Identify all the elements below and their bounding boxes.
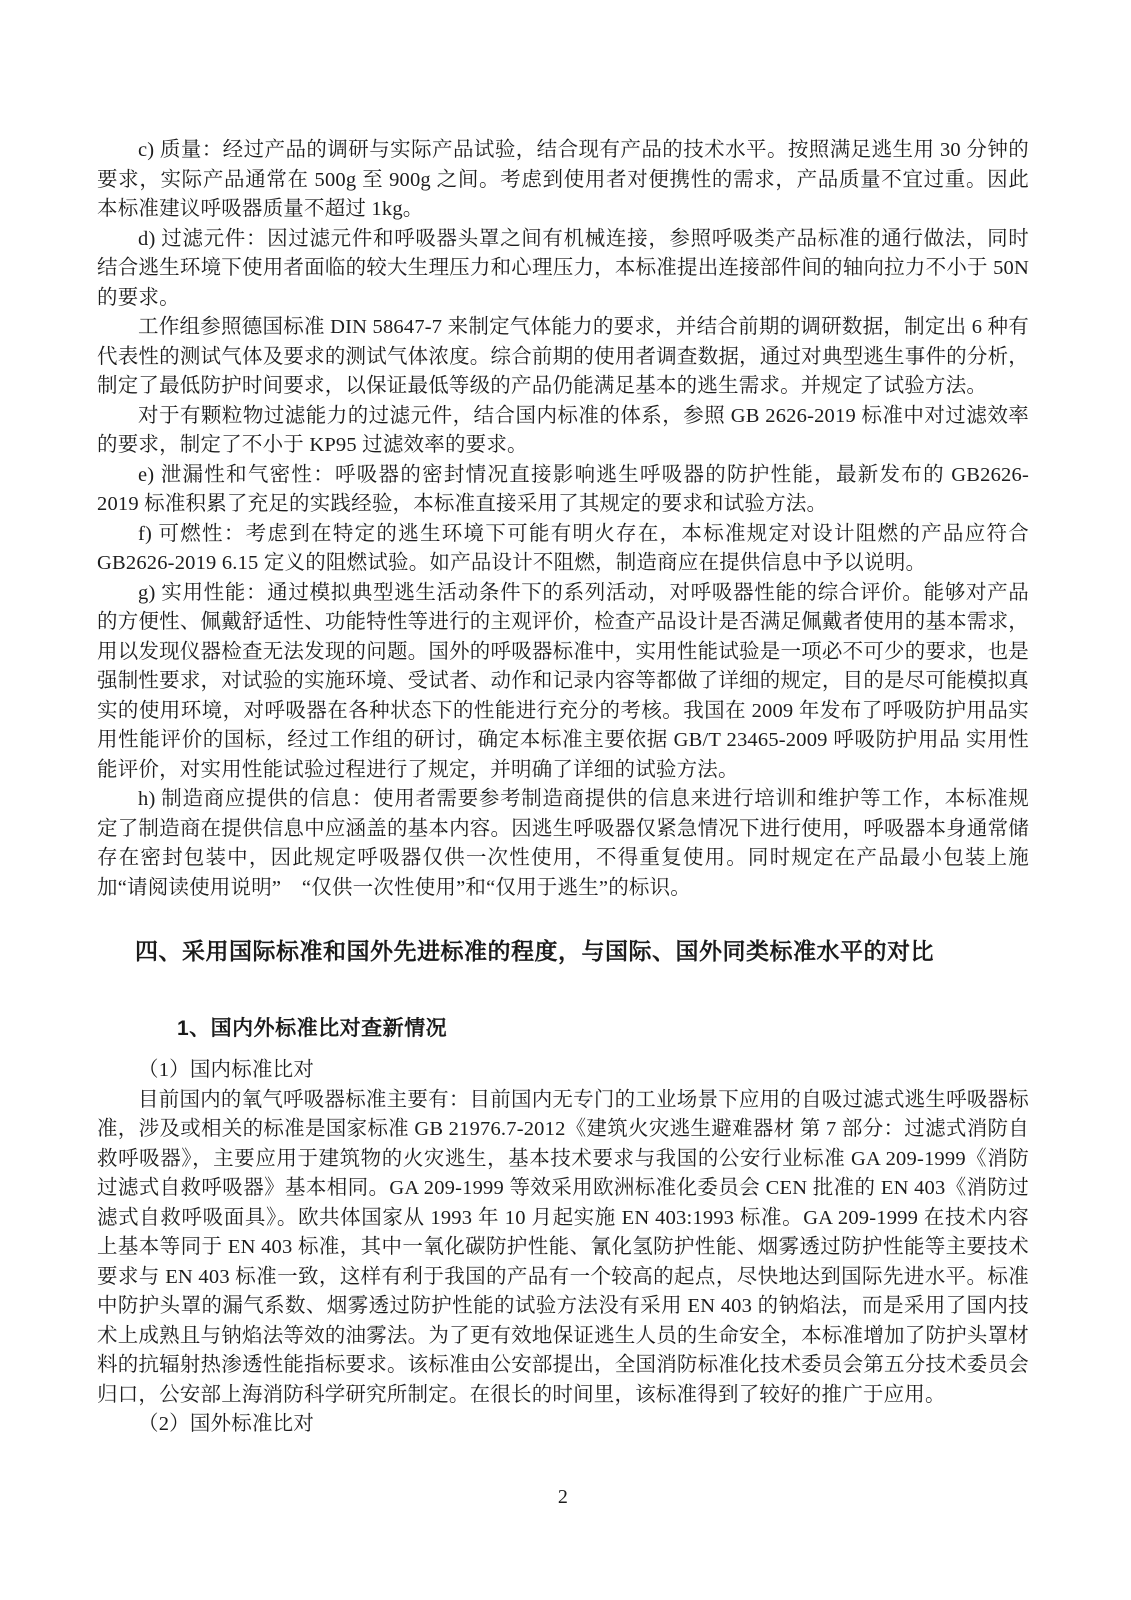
para-domestic-standard-comparison: 目前国内的氧气呼吸器标准主要有：目前国内无专门的工业场景下应用的自吸过滤式逃生呼吸器标准，涉及或相关的标准是国家标准 GB 21976.7-2012《建筑火灾逃生避难器材 第 7 部分：过滤式消防自救呼吸器》，主要应用于建筑物的火灾逃生，基本技术要求与我国的公安行业标准 GA 209-1999《消防过滤式自救呼吸器》基本相同。GA 209-1999 等效采用欧洲标准化委员会 CEN 批准的 EN 403《消防过滤式自救呼吸面具》。欧共体国家从 1993 年 10 月起实施 EN 403:1993 标准。GA 209-1999 在技术内容上基本等同于 EN 403 标准，其中一氧化碳防护性能、氰化氢防护性能、烟雾透过防护性能等主要技术要求与 EN 403 标准一致，这样有利于我国的产品有一个较高的起点，尽快地达到国际先进水平。标准中防护头罩的漏气系数、烟雾透过防护性能的试验方法没有采用 EN 403 的钠焰法，而是采用了国内技术上成熟且与钠焰法等效的油雾法。为了更有效地保证逃生人员的生命安全，本标准增加了防护头罩材料的抗辐射热渗透性能指标要求。该标准由公安部提出，全国消防标准化技术委员会第五分技术委员会归口，公安部上海消防科学研究所制定。在很长的时间里，该标准得到了较好的推广于应用。 bbox=[97, 1088, 1029, 1406]
para-particulate-filter-efficiency: 对于有颗粒物过滤能力的过滤元件，结合国内标准的体系，参照 GB 2626-2019 标准中对过滤效率的要求，制定了不小于 KP95 过滤效率的要求。 bbox=[97, 404, 1029, 456]
para-item-h-manufacturer-info: h) 制造商应提供的信息：使用者需要参考制造商提供的信息来进行培训和维护等工作，本标准规定了制造商在提供信息中应涵盖的基本内容。因逃生呼吸器仅紧急情况下进行使用，呼吸器本身通常储存在密封包装中，因此规定呼吸器仅供一次性使用，不得重复使用。同时规定在产品最小包装上施加“请阅读使用说明” “仅供一次性使用”和“仅用于逃生”的标识。 bbox=[97, 788, 1029, 899]
para-item-e-leakage-airtightness: e) 泄漏性和气密性：呼吸器的密封情况直接影响逃生呼吸器的防护性能，最新发布的 GB2626-2019 标准积累了充足的实践经验，本标准直接采用了其规定的要求和试验方法。 bbox=[97, 463, 1029, 515]
para-workgroup-din-gas-capacity: 工作组参照德国标准 DIN 58647-7 来制定气体能力的要求，并结合前期的调研数据，制定出 6 种有代表性的测试气体及要求的测试气体浓度。综合前期的使用者调查数据，通过对典型逃生事件的分析，制定了最低防护时间要求，以保证最低等级的产品仍能满足基本的逃生需求。并规定了试验方法。 bbox=[97, 316, 1029, 397]
item-2-foreign-standard-heading: （2）国外标准比对 bbox=[138, 1413, 315, 1435]
para-item-d-filter-element: d) 过滤元件：因过滤元件和呼吸器头罩之间有机械连接，参照呼吸类产品标准的通行做法，同时结合逃生环境下使用者面临的较大生理压力和心理压力，本标准提出连接部件间的轴向拉力不小于 50N 的要求。 bbox=[97, 227, 1029, 309]
para-item-c-mass: c) 质量：经过产品的调研与实际产品试验，结合现有产品的技术水平。按照满足逃生用 30 分钟的要求，实际产品通常在 500g 至 900g 之间。考虑到使用者对便携性的需求，产品质量不宜过重。因此本标准建议呼吸器质量不超过 1kg。 bbox=[97, 139, 1029, 220]
para-item-g-practical-performance: g) 实用性能：通过模拟典型逃生活动条件下的系列活动，对呼吸器性能的综合评价。能够对产品的方便性、佩戴舒适性、功能特性等进行的主观评价，检查产品设计是否满足佩戴者使用的基本需求，用以发现仪器检查无法发现的问题。国外的呼吸器标准中，实用性能试验是一项必不可少的要求，也是强制性要求，对试验的实施环境、受试者、动作和记录内容等都做了详细的规定，目的是尽可能模拟真实的使用环境，对呼吸器在各种状态下的性能进行充分的考核。我国在 2009 年发布了呼吸防护用品实用性能评价的国标，经过工作组的研讨，确定本标准主要依据 GB/T 23465-2009 呼吸防护用品 实用性能评价，对实用性能试验过程进行了规定，并明确了详细的试验方法。 bbox=[97, 581, 1029, 781]
page-number: 2 bbox=[557, 1485, 569, 1508]
subsection-1-heading: 1、国内外标准比对查新情况 bbox=[177, 1017, 448, 1040]
item-1-domestic-standard-heading: （1）国内标准比对 bbox=[138, 1059, 315, 1081]
para-item-f-flammability: f) 可燃性：考虑到在特定的逃生环境下可能有明火存在，本标准规定对设计阻燃的产品应符合 GB2626-2019 6.15 定义的阻燃试验。如产品设计不阻燃，制造商应在提供信息中予以说明。 bbox=[97, 522, 1029, 574]
section-4-heading: 四、采用国际标准和国外先进标准的程度，与国际、国外同类标准水平的对比 bbox=[135, 938, 934, 964]
